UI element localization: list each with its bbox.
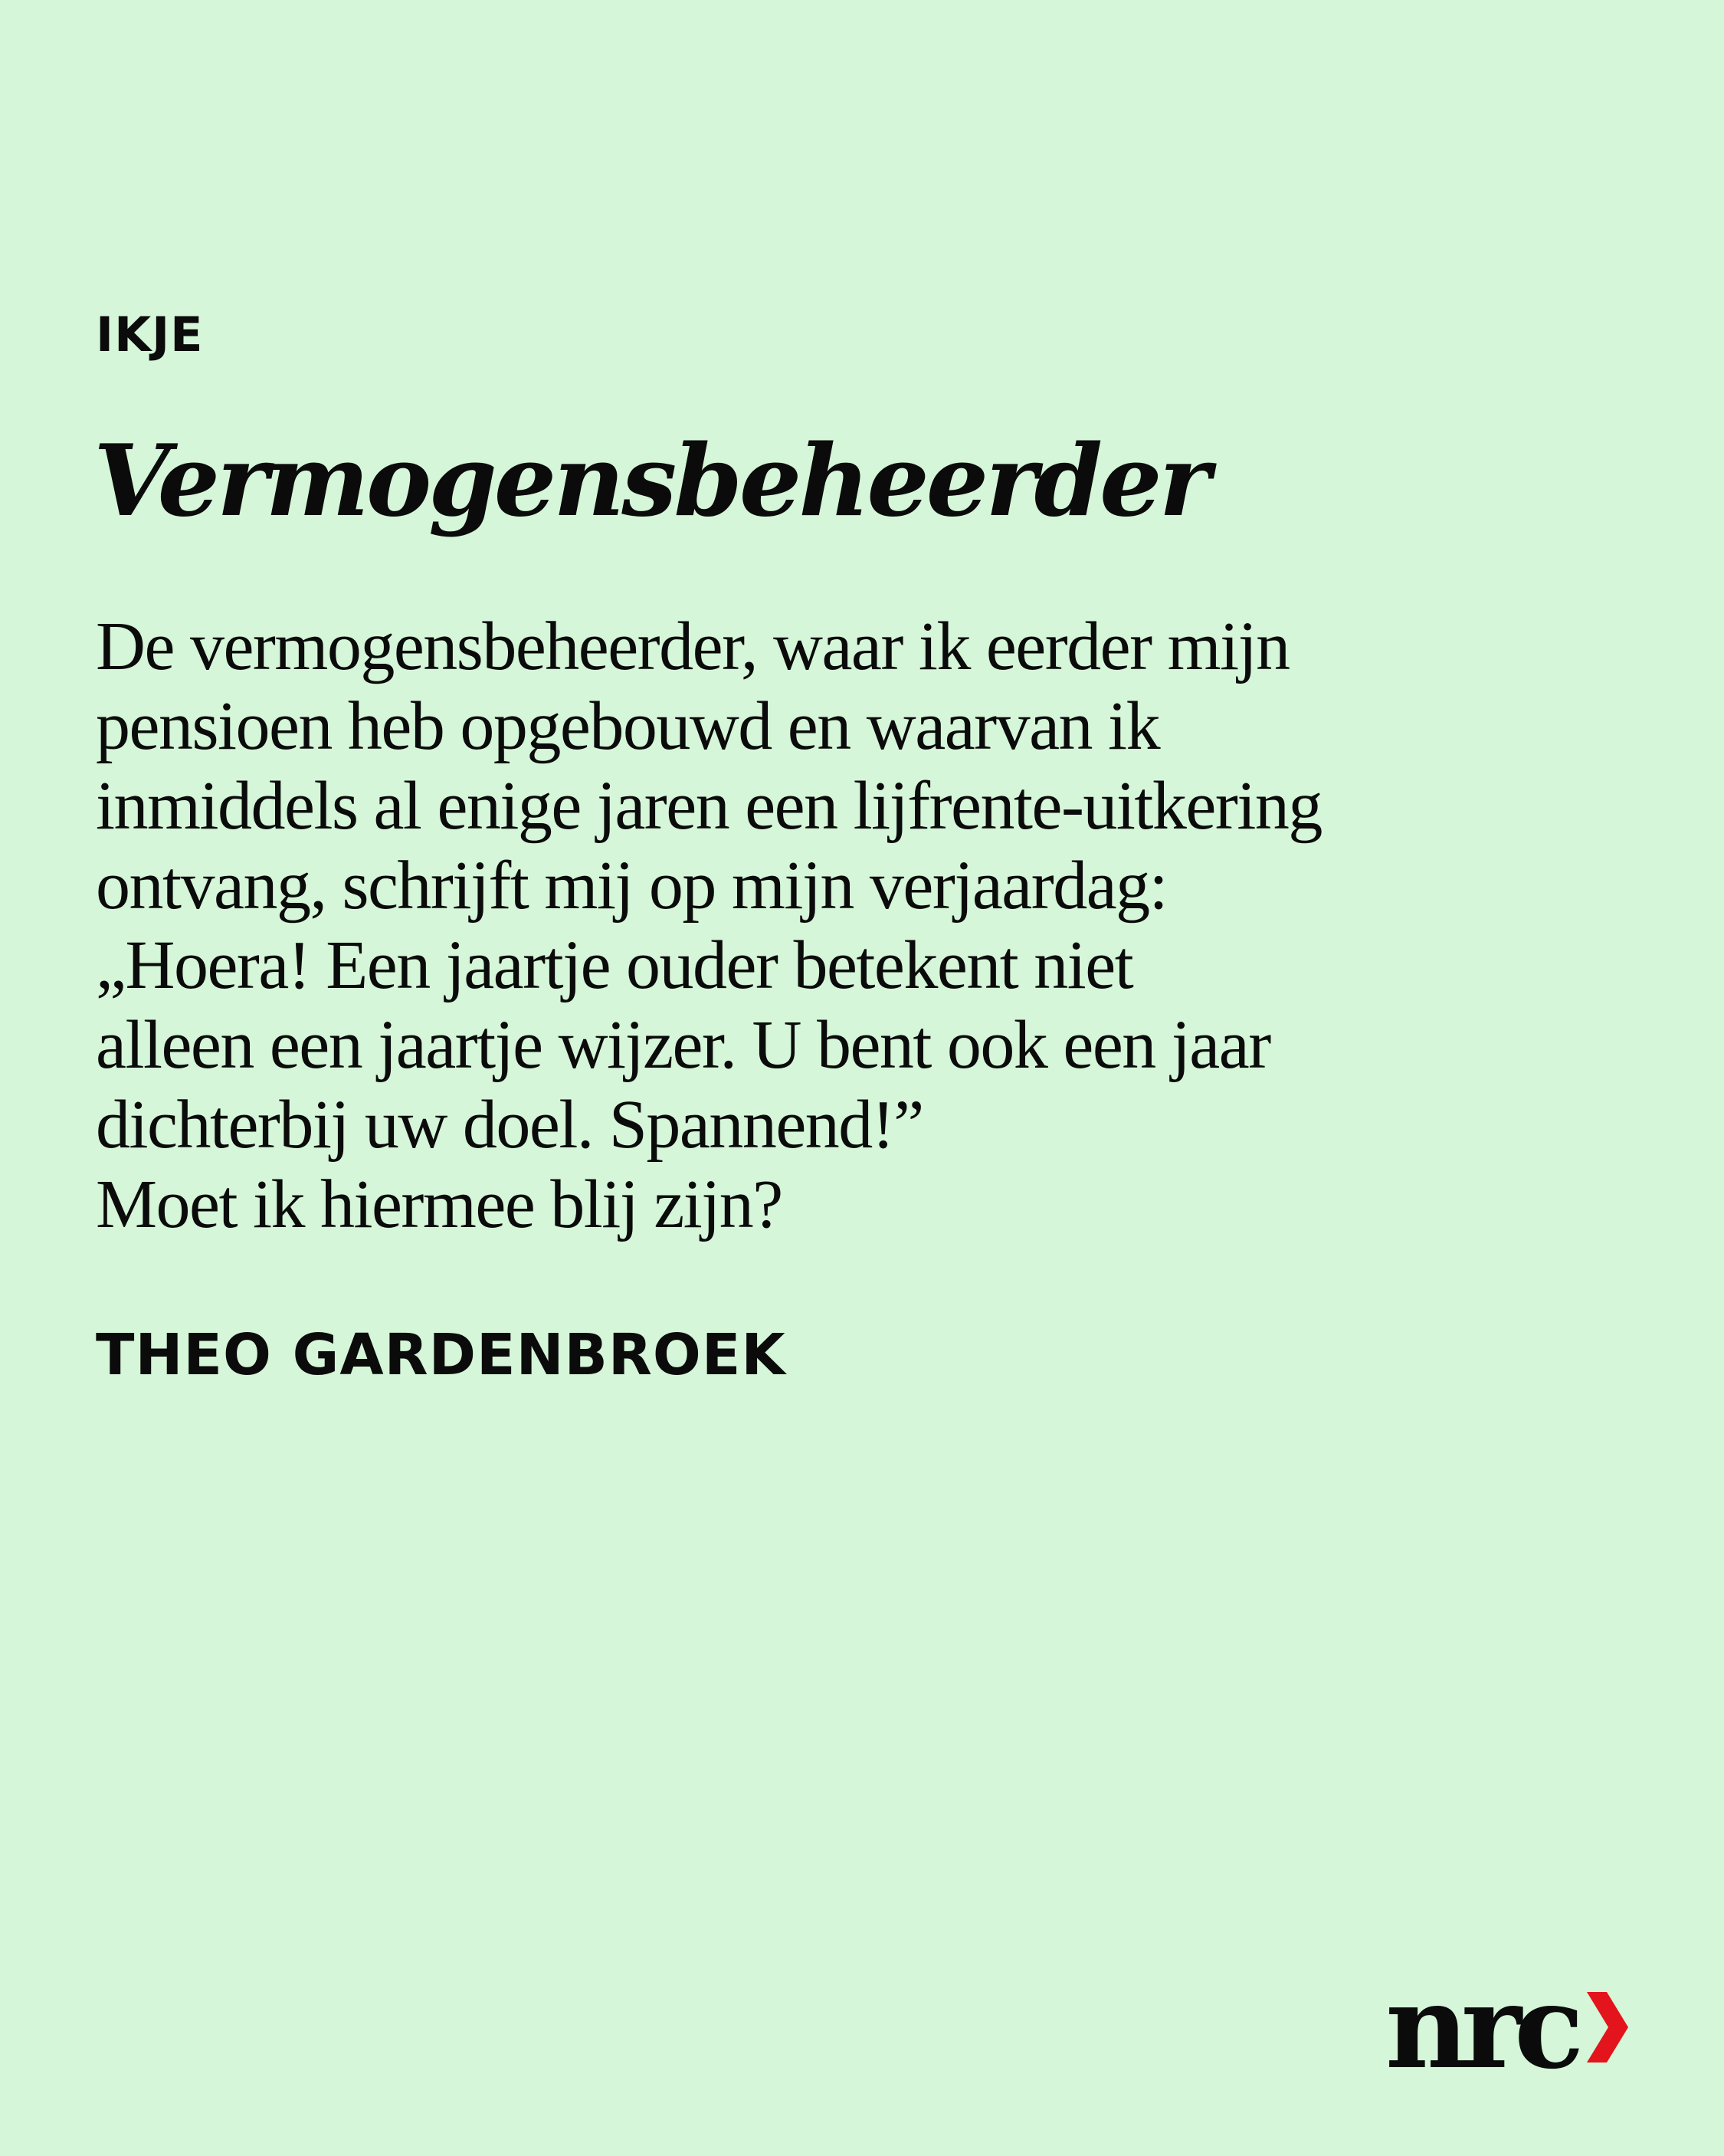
body-text [96, 607, 1628, 1245]
headline: Vermogensbeheerder [93, 424, 1208, 539]
logo-wordmark: nrc [1385, 1960, 1577, 2095]
author-name: THEO GARDENBROEK [96, 1322, 786, 1388]
body-line: dichterbij uw doel. Spannend!” [96, 1087, 923, 1163]
body-line: alleen een jaartje wijzer. U bent ook een jaar [96, 1007, 1270, 1083]
body-line: Moet ik hiermee blij zijn? [96, 1167, 782, 1242]
rubric-label: IKJE [96, 307, 204, 363]
chevron-right-icon [1584, 1989, 1630, 2066]
body-line: De vermogensbeheerder, waar ik eerder mijn [96, 609, 1290, 684]
body-line: inmiddels al enige jaren een lijfrente-uitkering [96, 768, 1322, 844]
body-line: ontvang, schrijft mij op mijn verjaardag: [96, 848, 1168, 924]
body-line: „Hoera! Een jaartje ouder betekent niet [96, 927, 1133, 1003]
body-line: pensioen heb opgebouwd en waarvan ik [96, 688, 1160, 764]
nrc-logo [1385, 1960, 1630, 2095]
